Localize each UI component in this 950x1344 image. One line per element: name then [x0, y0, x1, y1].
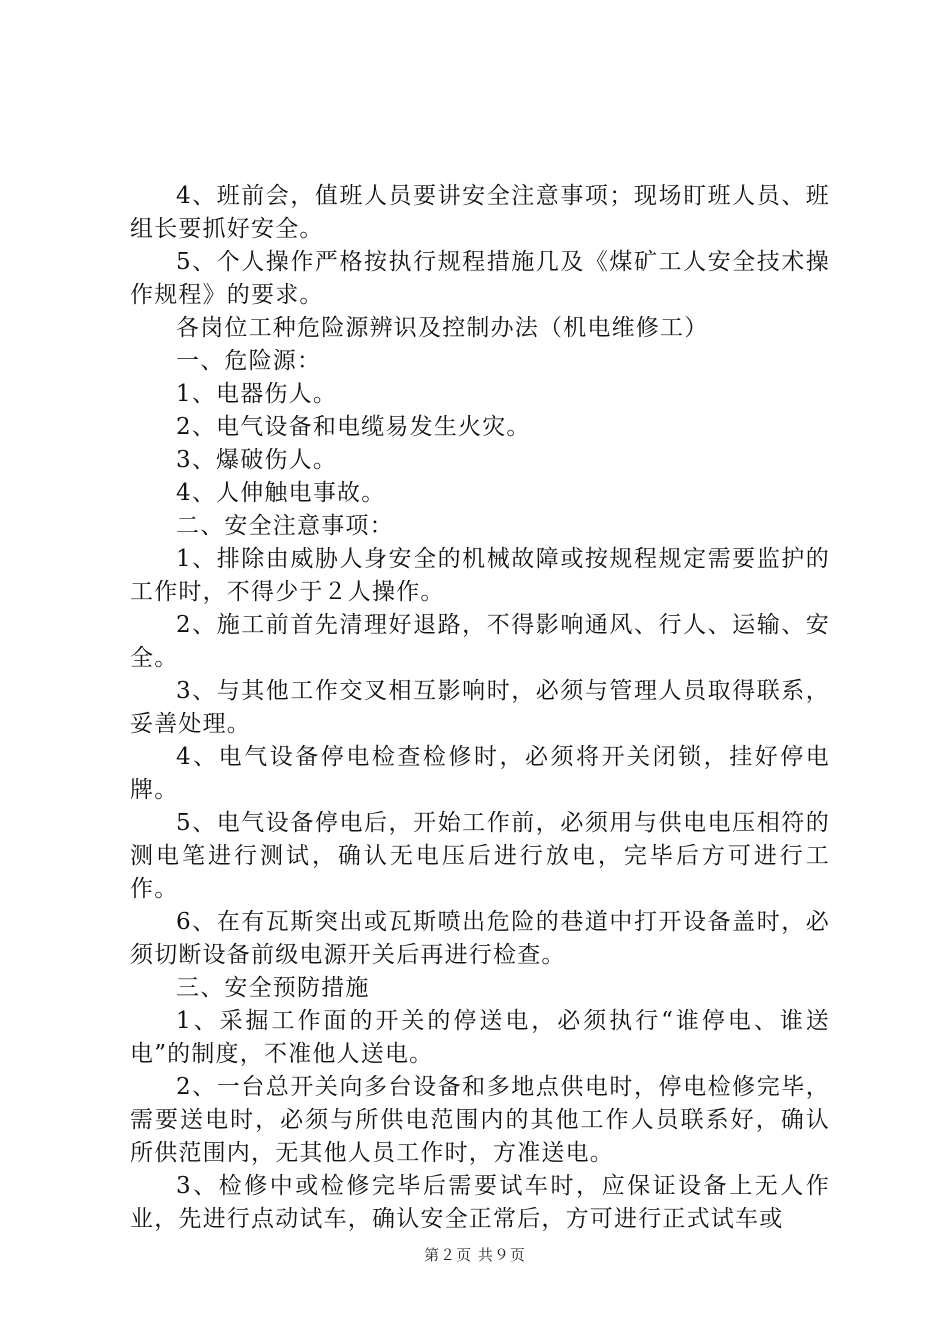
paragraph: 1、采掘工作面的开关的停送电，必须执行“谁停电、谁送电”的制度，不准他人送电。 — [130, 1008, 830, 1067]
paragraph: 5、个人操作严格按执行规程措施几及《煤矿工人安全技术操作规程》的要求。 — [130, 249, 830, 308]
subsection-heading: 一、危险源： — [176, 348, 322, 374]
paragraph: 4、班前会，值班人员要讲安全注意事项；现场盯班人员、班组长要抓好安全。 — [130, 183, 830, 242]
subsection-heading: 二、安全注意事项： — [176, 513, 394, 539]
paragraph: 2、一台总开关向多台设备和多地点供电时，停电检修完毕，需要送电时，必须与所供电范围内的其他工作人员联系好，确认所供范围内，无其他人员工作时，方准送电。 — [130, 1074, 830, 1166]
page-number-footer: 第２页 共９页 — [424, 1246, 526, 1264]
paragraph: 5、电气设备停电后，开始工作前，必须用与供电电压相符的测电笔进行测试，确认无电压后进行放电，完毕后方可进行工作。 — [130, 810, 830, 902]
paragraph: 1、电器伤人。 — [176, 381, 338, 407]
paragraph: 3、检修中或检修完毕后需要试车时，应保证设备上无人作业，先进行点动试车，确认安全正常后，方可进行正式试车或 — [130, 1173, 830, 1232]
document-body — [130, 180, 830, 1236]
paragraph: 6、在有瓦斯突出或瓦斯喷出危险的巷道中打开设备盖时，必须切断设备前级电源开关后再进行检查。 — [130, 909, 830, 968]
paragraph: 2、施工前首先清理好退路，不得影响通风、行人、运输、安全。 — [130, 612, 830, 671]
paragraph: 3、爆破伤人。 — [176, 447, 338, 473]
paragraph: 4、电气设备停电检查检修时，必须将开关闭锁，挂好停电牌。 — [130, 744, 830, 803]
subsection-heading: 三、安全预防措施 — [176, 975, 370, 1001]
section-heading: 各岗位工种危险源辨识及控制办法（机电维修工） — [176, 315, 709, 341]
paragraph: 4、人伸触电事故。 — [176, 480, 386, 506]
paragraph: 1、排除由威胁人身安全的机械故障或按规程规定需要监护的工作时，不得少于２人操作。 — [130, 546, 830, 605]
paragraph: 3、与其他工作交叉相互影响时，必须与管理人员取得联系，妥善处理。 — [130, 678, 830, 737]
paragraph: 2、电气设备和电缆易发生火灾。 — [176, 414, 531, 440]
